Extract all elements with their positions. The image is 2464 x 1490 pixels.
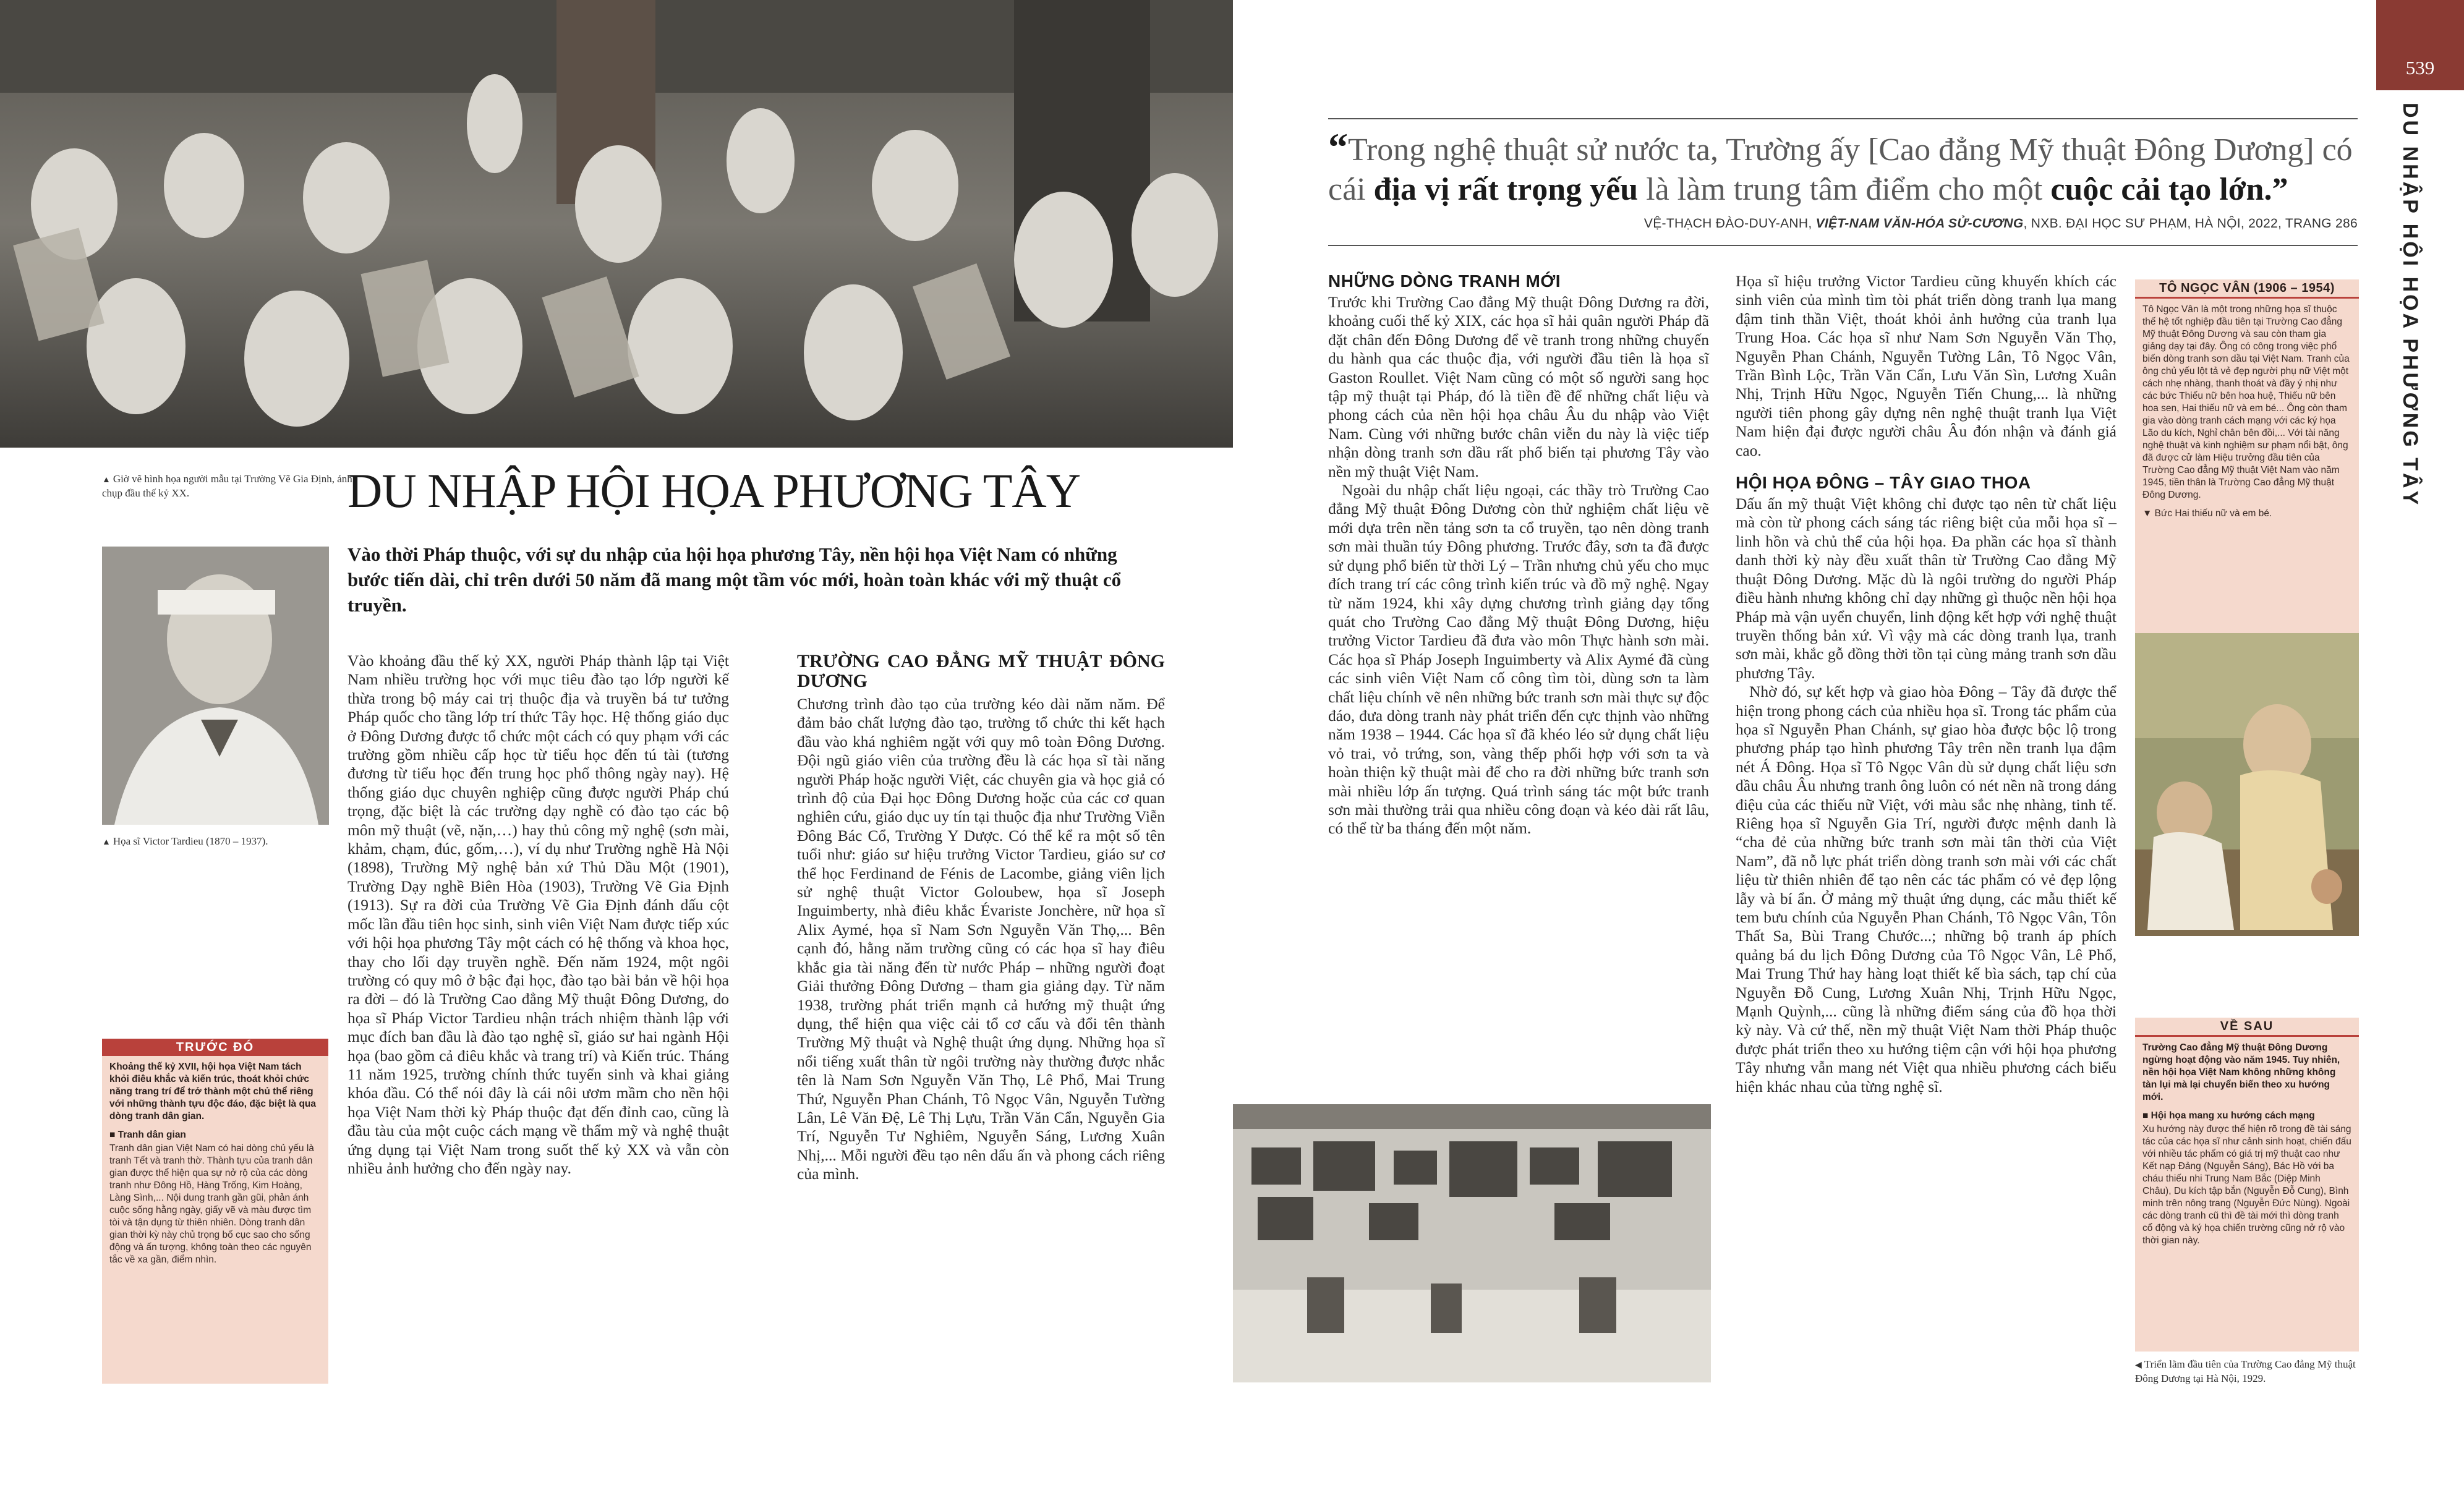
gallery-photo-caption: ◀ Triển lãm đầu tiên của Trường Cao đẳng Mỹ thuật Đông Dương tại Hà Nội, 1929. xyxy=(2135,1358,2356,1384)
to-ngoc-van-box xyxy=(2135,279,2359,638)
article-column-1 xyxy=(347,652,729,1178)
truoc-do-text: Tranh dân gian Việt Nam có hai dòng chủ yếu là tranh Tết và tranh thờ. Thành tựu của tranh dân gian được thể hiện qua sự nở rộ của các dòng tranh như Đông Hồ, Hàng Trống, Kim Hoàng, Làng Sình,... Nội dung tranh gần gũi, phản ánh cuộc sống hằng ngày, giấy vẽ và màu được tìm tòi và tận dụng từ thiên nhiên. Dòng tranh dân gian thời kỳ này chủ trọng bố cục sao cho sống động và ấn tượng, không toàn theo các nguyên tắc về xa gần, điểm nhìn. xyxy=(109,1143,314,1265)
quote-open-mark: “ xyxy=(1328,125,1348,169)
quote-bold-b: cuộc cải tạo lớn xyxy=(2050,172,2264,207)
paragraph: Họa sĩ hiệu trưởng Victor Tardieu cũng khuyến khích các sinh viên của mình tìm tòi phát triển dòng tranh lụa mang đậm tinh thần Việt, thoát khỏi ảnh hưởng của tranh lụa Trung Hoa. Các họa sĩ như Nam Sơn Nguyễn Văn Thọ, Nguyễn Phan Chánh, Nguyễn Tường Lân, Tô Ngọc Vân, Trần Bình Lộc, Trần Văn Cẩn, Lưu Văn Sìn, Lương Xuân Nhị, Trịnh Hữu Ngọc, Nguyễn Tiến Chung,... là những người tiên phong gây dựng nên nghệ thuật tranh lụa Việt Nam hiện đại được người châu Âu đón nhận và đánh giá cao. xyxy=(1736,272,2117,459)
quote-text-b: là làm trung tâm điểm cho một xyxy=(1638,172,2051,207)
paragraph: Ngoài du nhập chất liệu ngoại, các thầy trò Trường Cao đẳng Mỹ thuật Đông Dương còn thử nghiệm chất liệu vẽ mới dựa trên nền tảng sơn ta cổ truyền, tạo nên dòng tranh sơn mài thuần túy Đông phương. Trước đây, sơn ta đã được sử dụng phổ biến từ thời Lý – Trần nhưng chủ yếu cho mục đích trang trí các công trình kiến trúc và đồ mỹ nghệ. Ngay từ năm 1924, khi xây dựng chương trình giảng dạy tổng quát cho Trường Cao đẳng Mỹ thuật Đông Dương, hiệu trưởng Victor Tardieu đã đưa vào môn Thực hành sơn mài. Các họa sĩ Pháp Joseph Inguimberty và Alix Aymé đã cùng các sinh viên Việt Nam cố công tìm tòi, dùng sơn ta làm chất liệu chính vẽ nên những bức tranh sơn mài thực sự độc đáo, đưa dòng tranh này phát triển đến cực thịnh vào những năm 1938 – 1944. Các họa sĩ đã khéo léo sử dụng chất liệu vỏ trai, vỏ trứng, son, vàng thếp phối hợp với sơn ta và hoàn thiện kỹ thuật mài để cho ra đời những bức tranh sơn mài nhiều lớp ấn tượng. Quá trình sáng tác một bức tranh sơn mài thường trải qua nhiều công đoạn và kéo dài rất lâu, có thể từ ba tháng đến một năm. xyxy=(1328,481,1709,838)
ve-sau-header: VỀ SAU xyxy=(2135,1018,2359,1037)
truoc-do-box xyxy=(102,1039,328,1384)
gallery-photo xyxy=(1233,1104,1711,1382)
caption-triangle-icon: ▲ xyxy=(102,838,111,847)
article-column-2 xyxy=(797,652,1165,1184)
to-ngoc-van-text: Tô Ngọc Vân là một trong những họa sĩ thuộc thế hệ tốt nghiệp đầu tiên tại Trường Cao đẳng Mỹ thuật Đông Dương và sau còn tham gia giảng dạy tại đây. Ông có công trong việc phổ biến dòng tranh sơn dầu tại Việt Nam. Tranh của ông chủ yếu lột tả vẻ đẹp người phụ nữ Việt một cách nhẹ nhàng, thanh thoát và đầy ý nhị như các bức Thiếu nữ bên hoa huệ, Thiếu nữ bên hoa sen, Hai thiếu nữ và em bé... Ông còn tham gia vào dòng tranh cách mạng với các ký họa Lão du kích, Nghỉ chân bên đồi,... Với tài năng nghệ thuật và kinh nghiệm sư phạm nổi bật, ông đã được cử làm Hiệu trưởng đầu tiên của Trường Cao đẳng Mỹ thuật Việt Nam vào năm 1945, tiền thân là Trường Cao đẳng Mỹ thuật Đông Dương. xyxy=(2142,304,2350,500)
ve-sau-subhead: ■ Hội họa mang xu hướng cách mạng xyxy=(2142,1110,2315,1121)
portrait-caption: ▲ Họa sĩ Victor Tardieu (1870 – 1937). xyxy=(102,835,268,847)
lede-paragraph: Vào thời Pháp thuộc, với sự du nhập của hội họa phương Tây, nền hội họa Việt Nam có những bước tiến dài, chỉ trên dưới 50 năm đã mang một tầm vóc mới, hoàn toàn khác với mỹ thuật cổ truyền. xyxy=(347,543,1122,616)
tardieu-portrait xyxy=(102,547,329,825)
quote-close-mark: .” xyxy=(2264,172,2288,207)
ve-sau-box xyxy=(2135,1018,2359,1352)
paragraph: Nhờ đó, sự kết hợp và giao hòa Đông – Tây đã được thể hiện trong phong cách của nhiều họa sĩ. Trong tác phẩm của họa sĩ Nguyễn Phan Chánh, sự giao hòa được bộc lộ trong phương pháp tạo hình phương Tây trên nền tranh lụa đậm nét Á Đông. Họa sĩ Tô Ngọc Vân dù sử dụng chất liệu sơn dầu châu Âu nhưng tranh ông luôn có nét nền nã trong dáng điệu của các thiếu nữ Việt, với màu sắc nhẹ nhàng, tinh tế. Riêng họa sĩ Nguyễn Gia Trí, người được mệnh danh là “cha đẻ của những bức tranh sơn mài tân thời của Việt Nam”, đã nỗ lực phát triển dòng tranh sơn mài với các chất liệu từ thiên nhiên để tạo nên các tác phẩm có vẻ đẹp lộng lẫy và bí ẩn. Ở mảng mỹ thuật ứng dụng, các mẫu thiết kế tem bưu chính của Nguyễn Phan Chánh, Tô Ngọc Vân, Tôn Thất Sa, Bùi Trang Chước...; những bộ tranh áp phích quảng bá du lịch Đông Dương của Tô Ngọc Vân, Lê Phổ, Mai Trung Thứ hay hàng loạt thiết kế bìa sách, tạp chí của Nguyễn Đỗ Cung, Lương Xuân Nhị, Trịnh Hữu Ngọc, Mạnh Quỳnh,... cũng là những điểm sáng của đồ họa thời kỳ này. Và cứ thế, nền mỹ thuật Việt Nam thời Pháp thuộc được phát triển theo xu hướng tiệm cận với hội họa phương Tây nhưng vẫn mang nét Việt qua nhiều phương cách biểu hiện khác nhau của từng nghệ sĩ. xyxy=(1736,683,2117,1096)
page-title: DU NHẬP HỘI HỌA PHƯƠNG TÂY xyxy=(347,464,1081,517)
section-heading-hoi-hoa-dong-tay: HỘI HỌA ĐÔNG – TÂY GIAO THOA xyxy=(1736,473,2031,493)
quote-bottom-rule xyxy=(1328,245,2358,246)
ve-sau-intro: Trường Cao đẳng Mỹ thuật Đông Dương ngừng hoạt động vào năm 1945. Tuy nhiên, nền hội họa Việt Nam không những không tàn lụi mà lại chuyển biến theo xu hướng mới. xyxy=(2142,1042,2340,1102)
paragraph: Chương trình đào tạo của trường kéo dài năm năm. Để đảm bảo chất lượng đào tạo, trường tổ chức thi kết hạch đầu vào khá nghiêm ngặt với quy mô toàn Đông Dương. Đội ngũ giáo viên của trường đều là các họa sĩ tài năng người Pháp hoặc người Việt, các chuyên gia và học giả có trình độ của Đại học Đông Dương hoặc của các cơ quan nghiên cứu, giáo dục uy tín tại thuộc địa như Trường Viễn Đông Bác Cổ, Trường Y Dược. Có thể kể ra một số tên tuổi như: giáo sư hiệu trưởng Victor Tardieu, giáo sư cơ thể học Ferdinand de Fénis de Lacombe, giảng viên lịch sử nghệ thuật Victor Goloubew, họa sĩ Joseph Inguimberty, nhà điêu khắc Évariste Jonchère, nữ họa sĩ Alix Aymé, họa sĩ Nam Sơn Nguyễn Văn Thọ,... Bên cạnh đó, hằng năm trường cũng có các họa sĩ hay điêu khắc gia tài năng đến từ nước Pháp – những người đoạt Giải thưởng Đông Dương – tham gia giảng dạy. Từ năm 1938, trường phát triển mạnh cả hướng mỹ thuật ứng dụng, thể hiện qua việc cải tổ cơ cấu và đổi tên thành Trường Mỹ thuật và Nghệ thuật ứng dụng. Những họa sĩ nổi tiếng xuất thân từ ngôi trường này thường được nhắc tên là Nam Sơn Nguyễn Văn Thọ, Lê Phổ, Mai Trung Thứ, Nguyễn Phan Chánh, Tô Ngọc Vân, Nguyễn Tường Lân, Lê Văn Đệ, Lê Thị Lựu, Trần Văn Cẩn, Nguyễn Gia Trí, Nguyễn Tư Nghiêm, Nguyễn Sáng, Lương Xuân Nhị,... Mỗi người đều tạo nên dấu ấn và phong cách riêng của mình. xyxy=(797,695,1165,1183)
caption-triangle-icon: ▼ xyxy=(2142,508,2155,519)
classroom-photo-caption: ▲ Giờ vẽ hình họa người mẫu tại Trường Vẽ Gia Định, ảnh chụp đầu thế kỷ XX. xyxy=(102,473,352,499)
quote-top-rule xyxy=(1328,118,2358,119)
quote-source xyxy=(1328,216,2358,231)
section-heading-nhung-dong-tranh: NHỮNG DÒNG TRANH MỚI xyxy=(1328,271,1561,291)
truoc-do-subhead: ■ Tranh dân gian xyxy=(109,1130,186,1140)
paragraph: Trước khi Trường Cao đẳng Mỹ thuật Đông Dương ra đời, khoảng cuối thế kỷ XIX, các họa sĩ hải quân người Pháp đã đặt chân đến Đông Dương để vẽ tranh trong những chuyến du hành qua các thuộc địa, với người đầu tiên là họa sĩ Gaston Roullet. Việt Nam cũng có một số người sang học tập mỹ thuật tại Pháp, đó là tiền đề để những chất liệu và phong cách của nền hội họa châu Âu du nhập vào Việt Nam. Cùng với những bước chân viễn du này là việc tiếp nhận dòng tranh sơn dầu rất phổ biến tại phương Tây vào nền mỹ thuật Việt Nam. xyxy=(1328,293,1709,480)
page-number-tab xyxy=(2376,0,2464,90)
paragraph: Dấu ấn mỹ thuật Việt không chỉ được tạo nên từ chất liệu mà còn từ phong cách sáng tác riêng biệt của mỗi họa sĩ – linh hồn và chủ thể của hội họa. Đa phần các họa sĩ thành danh thời kỳ này đều xuất thân từ Trường Cao đẳng Mỹ thuật Đông Dương. Mặc dù là ngôi trường do người Pháp điều hành nhưng không chỉ dạy những gì thuộc nền hội họa Pháp mà vận uyển chuyển, linh động kết hợp với nghệ thuật truyền thống bản xứ. Vì vậy mà các dòng tranh lụa, tranh sơn mài, khắc gỗ đồng thời tồn tại cùng mảng tranh sơn dầu phương Tây. xyxy=(1736,495,2117,682)
caption-triangle-icon: ▲ xyxy=(102,475,111,485)
classroom-photo xyxy=(0,0,1233,448)
quote-source-author: VỆ-THẠCH ĐÀO-DUY-ANH, xyxy=(1643,216,1816,231)
section-heading-truong-cao-dang: TRƯỜNG CAO ĐẲNG MỸ THUẬT ĐÔNG DƯƠNG xyxy=(797,651,1165,691)
quote-source-rest: , NXB. ĐẠI HỌC SƯ PHẠM, HÀ NỘI, 2022, TRANG 286 xyxy=(2023,216,2358,231)
pull-quote xyxy=(1328,127,2367,210)
page-number: 539 xyxy=(2405,57,2435,79)
running-side-title: DU NHẬP HỘI HỌA PHƯƠNG TÂY xyxy=(2398,103,2422,508)
quote-text-a: Trong nghệ thuật sử nước ta, Trường ấy [Cao đẳng Mỹ thuật Đông Dương] có cái xyxy=(1328,132,2353,207)
truoc-do-header: TRƯỚC ĐÓ xyxy=(102,1039,328,1056)
hai-thieu-nu-painting xyxy=(2135,633,2359,936)
ve-sau-text: Xu hướng này được thể hiện rõ trong đề tài sáng tác của các họa sĩ như cảnh sinh hoạt, chiến đấu với nhiều tác phẩm có giá trị mỹ thuật cao như Kết nạp Đảng (Nguyễn Sáng), Bác Hồ với ba cháu thiếu nhi Trung Nam Bắc (Diệp Minh Châu), Du kích tập bắn (Nguyễn Đỗ Cung), Bình minh trên nông trang (Nguyễn Đức Nùng). Ngoài các dòng tranh cũ thì đề tài mới thì dòng tranh cổ động và ký họa chiến trường cũng nở rộ vào thời gian này. xyxy=(2142,1124,2351,1246)
quote-source-work: VIỆT-NAM VĂN-HÓA SỬ-CƯƠNG xyxy=(1815,216,2024,231)
caption-triangle-icon: ◀ xyxy=(2135,1361,2142,1370)
to-ngoc-van-header: TÔ NGỌC VÂN (1906 – 1954) xyxy=(2135,279,2359,299)
truoc-do-intro: Khoảng thế kỷ XVII, hội họa Việt Nam tách khỏi điêu khắc và kiến trúc, thoát khỏi chức năng trang trí để trở thành một chủ thể riêng với những thành tựu độc đáo, đặc biệt là qua dòng tranh dân gian. xyxy=(109,1062,317,1122)
painting-caption: ▼ Bức Hai thiếu nữ và em bé. xyxy=(2142,508,2272,519)
paragraph: Vào khoảng đầu thế kỷ XX, người Pháp thành lập tại Việt Nam nhiều trường học với mục tiêu đào tạo lớp người kế thừa trong bộ máy cai trị thuộc địa và truyền bá tư tưởng Pháp quốc cho tầng lớp trí thức Tây học. Hệ thống giáo dục ở Đông Dương được tổ chức một cách có quy phạm với các trường gồm nhiều cấp học từ tiểu học đến tú tài (tương đương từ tiểu học đến trung học phổ thông ngày nay). Hệ thống giáo dục chuyên nghiệp cũng được người Pháp chú trọng, đặc biệt là các trường dạy nghề có đào tạo các bộ môn mỹ thuật (vẽ, nặn,…) hay thủ công mỹ nghệ (sơn mài, khảm, chạm, đúc, gốm,…), ví dụ như Trường nghề Hà Nội (1898), Trường Mỹ nghệ bản xứ Thủ Dầu Một (1901), Trường Dạy nghề Biên Hòa (1903), Trường Vẽ Gia Định (1913). Sự ra đời của Trường Vẽ Gia Định đánh dấu cột mốc lần đầu tiên học sinh, sinh viên Việt Nam được tiếp xúc với hội họa phương Tây một cách có hệ thống và khoa học, thay cho lối dạy truyền nghề. Đến năm 1924, một ngôi trường có quy mô ở bậc đại học, đào tạo bài bản về hội họa ra đời – đó là Trường Cao đẳng Mỹ thuật Đông Dương, do họa sĩ Pháp Victor Tardieu nhận trách nhiệm thành lập với mục đích ban đầu là đào tạo nghệ sĩ, giáo sư hai ngành Hội họa (bao gồm cả điêu khắc và trang trí) và Kiến trúc. Tháng 11 năm 1925, trường chính thức tuyển sinh và khai giảng khóa đầu. Có thể nói đây là cái nôi ươm mầm cho nền hội họa Việt Nam thời kỳ Pháp thuộc đạt đến đỉnh cao, cũng là đầu tàu của một cuộc cách mạng về thẩm mỹ và nghệ thuật ứng dụng tại Việt Nam trong suốt thế kỷ XX và vẫn còn nhiều ảnh hưởng cho đến ngày nay. xyxy=(347,652,729,1177)
article-column-3 xyxy=(1328,272,1709,838)
quote-bold-a: địa vị rất trọng yếu xyxy=(1373,172,1639,207)
article-column-4 xyxy=(1736,272,2117,1096)
